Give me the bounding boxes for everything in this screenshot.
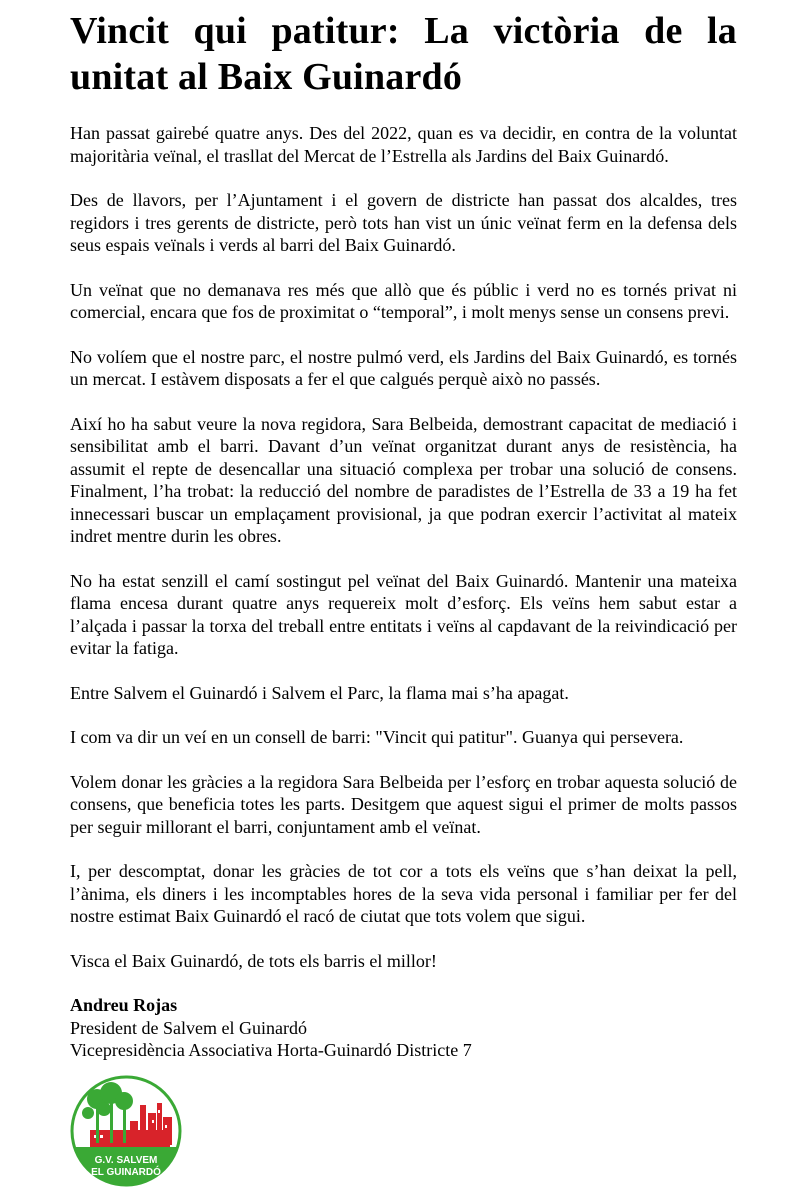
article <box>70 0 737 1062</box>
paragraph: No ha estat senzill el camí sostingut pel veïnat del Baix Guinardó. Mantenir una mateixa flama encesa durant quatre anys requereix molt d’esforç. Els veïns hem sabut estar a l’alçada i passar la torxa del treball entre entitats i veïns al capdavant de la reivindicació per evitar la fatiga. <box>70 570 737 658</box>
paragraph: Entre Salvem el Guinardó i Salvem el Parc, la flama mai s’ha apagat. <box>70 682 569 703</box>
paragraph: Volem donar les gràcies a la regidora Sara Belbeida per l’esforç en trobar aquesta solució de consens, que beneficia totes les parts. Desitgem que aquest sigui el primer de molts passos per seguir millorant el barri, conjuntament amb el veïnat. <box>70 771 737 837</box>
paragraph: Des de llavors, per l’Ajuntament i el govern de districte han passat dos alcaldes, tres regidors i tres gerents de districte, però tots han vist un únic veïnat ferm en la defensa dels seus espais veïnals i verds al barri del Baix Guinardó. <box>70 190 737 255</box>
logo-line-2: EL GUINARDÓ <box>91 1167 161 1178</box>
paragraph: Un veïnat que no demanava res més que allò que és públic i verd no es tornés privat ni comercial, encara que fos de proximitat o “temporal”, i molt menys sense un consens previ. <box>70 279 737 322</box>
logo-line-1: G.V. SALVEM <box>94 1155 158 1166</box>
article-title: Vincit qui patitur: La victòria de la unitat al Baix Guinardó <box>70 10 737 98</box>
paragraph: Així ho ha sabut veure la nova regidora, Sara Belbeida, demostrant capacitat de mediació i sensibilitat amb el barri. Davant d’un veïnat organitzat durant anys de resistència, ha assumit el repte de desencallar una situació complexa per trobar una solució de consens. Finalment, l’ha trobat: la reducció del nombre de paradistes de l’Estrella de 33 a 19 ha fet innecessari buscar un emplaçament provisional, ja que podran exercir l’activitat al mateix indret mentre durin les obres. <box>70 413 737 546</box>
gv-salvem-el-guinardo-logo <box>70 1075 182 1187</box>
paragraph: I com va dir un veí en un consell de barri: "Vincit qui patitur". Guanya qui persevera. <box>70 727 684 747</box>
paragraph: Visca el Baix Guinardó, de tots els barris el millor! <box>70 950 437 971</box>
article-body <box>70 122 737 972</box>
signature-position: Vicepresidència Associativa Horta-Guinardó Districte 7 <box>70 1040 472 1060</box>
paragraph: No volíem que el nostre parc, el nostre pulmó verd, els Jardins del Baix Guinardó, es tornés un mercat. I estàvem disposats a fer el que calgués perquè això no passés. <box>70 346 737 389</box>
signature-name: Andreu Rojas <box>70 995 178 1015</box>
signature-block <box>70 994 737 1062</box>
paragraph: I, per descomptat, donar les gràcies de tot cor a tots els veïns que s’han deixat la pell, l’ànima, els diners i les incomptables hores de la seva vida personal i familiar per fer del nostre estimat Baix Guinardó el racó de ciutat que tots volem que sigui. <box>70 861 737 926</box>
paragraph: Han passat gairebé quatre anys. Des del 2022, quan es va decidir, en contra de la voluntat majoritària veïnal, el trasllat del Mercat de l’Estrella als Jardins del Baix Guinardó. <box>70 123 737 166</box>
signature-role: President de Salvem el Guinardó <box>70 1017 307 1038</box>
